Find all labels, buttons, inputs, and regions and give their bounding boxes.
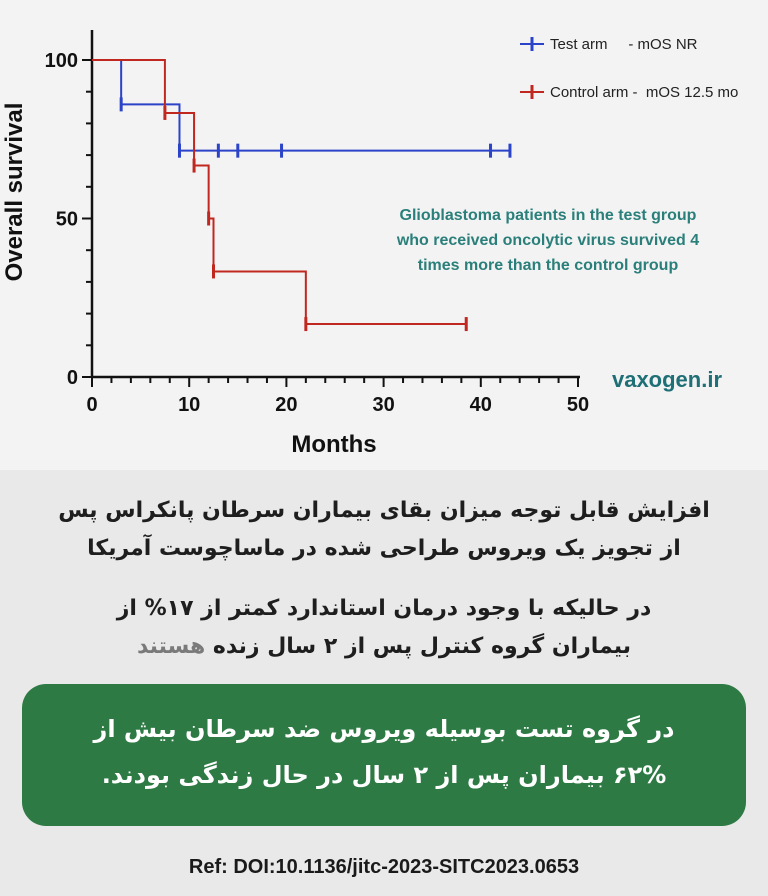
y-axis-label: Overall survival <box>1 102 28 282</box>
y-tick-label: 100 <box>44 50 78 72</box>
paragraph-1-line-2: از تجویز یک ویروس طراحی شده در ماساچوست آمریکا <box>87 536 681 561</box>
x-tick-label: 20 <box>275 394 298 416</box>
annotation-line-3: times more than the control group <box>417 257 679 274</box>
legend-1-label: Test arm - mOS NR <box>550 36 698 53</box>
highlight-text <box>46 706 722 798</box>
paragraph-control-group <box>20 590 748 666</box>
highlight-line-1: در گروه تست بوسیله ویروس ضد سرطان بیش از <box>93 715 675 743</box>
x-tick-label: 0 <box>86 394 98 416</box>
highlight-line-2: ۶۲% بیماران پس از ۲ سال در حال زندگی بودند. <box>101 761 667 789</box>
x-tick-label: 10 <box>178 394 201 416</box>
brand-watermark: vaxogen.ir <box>611 367 723 392</box>
x-axis-label: Months <box>291 431 377 458</box>
x-tick-label: 30 <box>372 394 395 416</box>
series-2-line <box>92 60 466 324</box>
x-tick-label: 50 <box>566 394 590 416</box>
legend-2-label: Control arm - mOS 12.5 mo <box>550 84 739 101</box>
x-tick-label: 40 <box>469 394 492 416</box>
paragraph-2-line-2 <box>20 628 748 666</box>
paragraph-2-line-2-end: هستند <box>136 634 206 659</box>
y-tick-label: 50 <box>55 208 78 231</box>
paragraph-pancreatic <box>20 492 748 568</box>
reference-doi: Ref: DOI:10.1136/jitc-2023-SITC2023.0653 <box>188 856 580 878</box>
annotation-line-1: Glioblastoma patients in the test group <box>399 207 697 224</box>
paragraph-1-line-1: افزایش قابل توجه میزان بقای بیماران سرطان پانکراس پس <box>58 498 710 523</box>
highlight-box <box>22 684 746 826</box>
y-tick-label: 0 <box>66 367 78 389</box>
annotation-line-2: who received oncolytic virus survived 4 <box>396 232 700 249</box>
paragraph-2-line-1: در حالیکه با وجود درمان استاندارد کمتر از ۱۷% از <box>116 596 652 621</box>
series-1-line <box>92 60 510 151</box>
paragraph-2-line-2-main: بیماران گروه کنترل پس از ۲ سال زنده <box>205 634 632 659</box>
